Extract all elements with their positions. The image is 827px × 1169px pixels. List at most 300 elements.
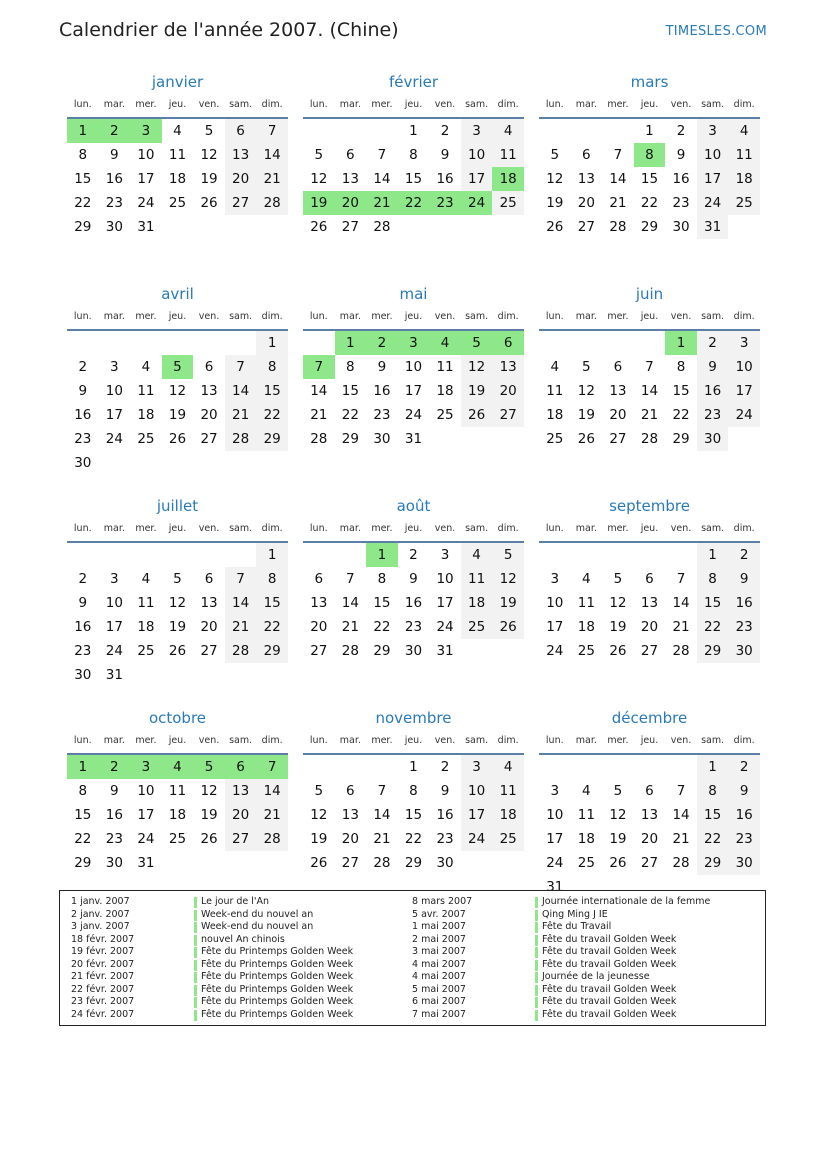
weekday-label: mar.	[575, 523, 597, 534]
weekday-label: dim.	[497, 523, 519, 534]
weekday-label: dim.	[733, 99, 755, 110]
day-cell: 19	[168, 407, 187, 423]
day-cell: 20	[492, 379, 524, 403]
holiday-marker	[194, 935, 197, 946]
day-cell: 28	[225, 639, 257, 663]
day-cell: 17	[105, 619, 123, 635]
holiday-day-cell: 1	[366, 543, 398, 567]
month-calendar	[303, 708, 524, 898]
day-cell: 22	[672, 407, 690, 423]
day-cell: 22	[404, 831, 423, 847]
day-cell: 28	[225, 427, 257, 451]
empty-cell	[634, 543, 666, 567]
day-cell: 23	[728, 615, 760, 639]
day-cell: 13	[200, 595, 218, 611]
day-cell: 30	[74, 455, 92, 471]
day-cell: 29	[404, 855, 423, 871]
day-cell: 24	[697, 191, 729, 215]
holiday-date: 5 mai 2007	[412, 983, 466, 995]
month-name: novembre	[375, 709, 452, 727]
day-cell: 26	[200, 195, 218, 211]
weekday-label: ven.	[198, 523, 220, 534]
day-cell: 28	[373, 855, 391, 871]
holiday-name: Fête du travail Golden Week	[542, 1008, 677, 1020]
day-cell: 31	[137, 219, 155, 235]
weekday-label: ven.	[670, 311, 692, 322]
weekday-label: jeu.	[404, 523, 423, 534]
day-cell: 27	[640, 643, 659, 659]
day-cell: 19	[609, 831, 627, 847]
day-cell: 20	[341, 831, 359, 847]
holiday-date: 19 févr. 2007	[71, 946, 135, 957]
day-cell: 4	[141, 359, 151, 375]
empty-cell	[634, 331, 666, 355]
empty-cell	[303, 543, 335, 567]
day-cell: 19	[609, 619, 627, 635]
weekday-label: ven.	[198, 311, 220, 322]
empty-cell	[665, 755, 697, 779]
day-cell: 18	[546, 407, 564, 423]
weekday-label: dim.	[733, 311, 755, 322]
day-cell: 21	[341, 619, 359, 635]
day-cell: 16	[74, 407, 92, 423]
month-days	[539, 755, 760, 899]
day-cell: 7	[676, 571, 686, 587]
weekday-label: jeu.	[640, 523, 659, 534]
day-cell: 26	[609, 643, 627, 659]
day-cell: 11	[137, 383, 155, 399]
holiday-marker	[535, 1010, 538, 1021]
day-cell: 25	[168, 195, 187, 211]
empty-cell	[366, 119, 398, 143]
day-cell: 26	[310, 219, 328, 235]
day-cell: 15	[672, 383, 690, 399]
weekday-label: sam.	[229, 735, 253, 746]
weekday-label: dim.	[733, 523, 755, 534]
day-cell: 4	[492, 755, 524, 779]
weekday-label: dim.	[261, 735, 283, 746]
day-cell: 23	[697, 403, 729, 427]
weekday-label: jeu.	[168, 99, 187, 110]
day-cell: 6	[225, 119, 257, 143]
empty-cell	[162, 543, 194, 567]
empty-cell	[130, 331, 162, 355]
day-cell: 27	[200, 643, 218, 659]
holiday-day-cell: 5	[461, 331, 493, 355]
day-cell: 11	[492, 779, 524, 803]
holiday-marker	[535, 960, 538, 971]
day-cell: 28	[672, 855, 690, 871]
day-cell: 21	[225, 403, 257, 427]
day-cell: 26	[168, 431, 187, 447]
day-cell: 17	[461, 167, 493, 191]
day-cell: 6	[346, 147, 355, 163]
day-cell: 14	[640, 383, 659, 399]
day-cell: 30	[105, 219, 123, 235]
day-cell: 19	[546, 195, 564, 211]
day-cell: 26	[492, 615, 524, 639]
day-cell: 2	[728, 543, 760, 567]
day-cell: 3	[440, 547, 450, 563]
day-cell: 27	[341, 219, 359, 235]
day-cell: 30	[697, 427, 729, 451]
day-cell: 29	[74, 855, 92, 871]
day-cell: 22	[256, 403, 288, 427]
day-cell: 2	[728, 755, 760, 779]
day-cell: 18	[436, 383, 454, 399]
day-cell: 10	[728, 355, 760, 379]
day-cell: 30	[728, 851, 760, 875]
day-cell: 26	[168, 643, 187, 659]
day-cell: 20	[609, 407, 627, 423]
day-cell: 14	[256, 779, 288, 803]
month-calendar	[67, 496, 288, 686]
day-cell: 4	[582, 783, 591, 799]
day-cell: 30	[74, 667, 92, 683]
day-cell: 7	[645, 359, 654, 375]
day-cell: 8	[377, 571, 387, 587]
day-cell: 20	[200, 407, 218, 423]
day-cell: 21	[609, 195, 627, 211]
day-cell: 17	[546, 831, 564, 847]
day-cell: 4	[173, 123, 182, 139]
day-cell: 8	[78, 783, 88, 799]
empty-cell	[303, 331, 335, 355]
weekday-label: mer.	[371, 735, 393, 746]
day-cell: 12	[200, 147, 218, 163]
day-cell: 18	[168, 807, 187, 823]
day-cell: 11	[168, 147, 187, 163]
weekday-label: mar.	[103, 523, 125, 534]
month-days	[539, 331, 760, 451]
weekday-label: lun.	[545, 311, 564, 322]
day-cell: 18	[728, 167, 760, 191]
weekday-label: lun.	[309, 523, 328, 534]
holiday-marker	[194, 1010, 197, 1021]
weekday-label: lun.	[73, 735, 92, 746]
day-cell: 27	[640, 855, 659, 871]
holiday-marker	[535, 985, 538, 996]
empty-cell	[539, 331, 571, 355]
weekday-label: ven.	[434, 523, 456, 534]
month-calendar	[539, 496, 760, 686]
holiday-date: 4 mai 2007	[412, 958, 466, 970]
day-cell: 23	[404, 619, 423, 635]
empty-cell	[539, 119, 571, 143]
month-days	[67, 331, 288, 475]
month-calendar	[67, 708, 288, 898]
holiday-marker	[194, 897, 197, 908]
day-cell: 5	[550, 147, 560, 163]
month-calendar	[539, 72, 760, 262]
weekday-header	[67, 305, 288, 331]
day-cell: 13	[640, 807, 659, 823]
month-calendar	[303, 72, 524, 262]
weekday-label: jeu.	[404, 735, 423, 746]
weekday-label: dim.	[497, 99, 519, 110]
day-cell: 6	[645, 571, 654, 587]
day-cell: 10	[461, 779, 493, 803]
day-cell: 15	[697, 803, 729, 827]
holiday-date: 3 janv. 2007	[71, 921, 130, 932]
month-name: mai	[399, 285, 428, 303]
day-cell: 3	[728, 331, 760, 355]
weekday-label: jeu.	[640, 99, 659, 110]
holiday-name: Week-end du nouvel an	[201, 921, 314, 932]
holiday-date: 21 févr. 2007	[71, 971, 135, 982]
day-cell: 10	[697, 143, 729, 167]
day-cell: 31	[137, 855, 155, 871]
weekday-label: mer.	[607, 523, 629, 534]
day-cell: 13	[341, 171, 359, 187]
holiday-marker	[194, 997, 197, 1008]
holiday-day-cell: 6	[225, 755, 257, 779]
day-cell: 28	[341, 643, 359, 659]
day-cell: 17	[461, 803, 493, 827]
month-calendar	[67, 284, 288, 474]
holiday-day-cell: 1	[665, 331, 697, 355]
holiday-date: 8 mars 2007	[412, 896, 473, 907]
day-cell: 17	[697, 167, 729, 191]
day-cell: 10	[546, 807, 564, 823]
day-cell: 7	[225, 567, 257, 591]
weekday-label: sam.	[701, 311, 725, 322]
holiday-day-cell: 24	[461, 191, 493, 215]
day-cell: 29	[672, 431, 690, 447]
day-cell: 3	[110, 571, 119, 587]
brand-link[interactable]: TIMESLES.COM	[665, 24, 767, 39]
day-cell: 11	[492, 143, 524, 167]
day-cell: 12	[461, 355, 493, 379]
weekday-label: mar.	[575, 735, 597, 746]
month-calendar	[303, 284, 524, 474]
weekday-label: jeu.	[404, 311, 423, 322]
day-cell: 31	[404, 431, 423, 447]
holiday-marker	[194, 960, 197, 971]
weekday-label: lun.	[545, 99, 564, 110]
day-cell: 2	[676, 123, 686, 139]
weekday-header	[539, 305, 760, 331]
day-cell: 20	[225, 167, 257, 191]
day-cell: 10	[404, 359, 423, 375]
day-cell: 22	[256, 615, 288, 639]
day-cell: 12	[310, 171, 328, 187]
day-cell: 5	[492, 543, 524, 567]
weekday-label: ven.	[670, 99, 692, 110]
day-cell: 25	[137, 643, 155, 659]
weekday-header	[67, 729, 288, 755]
day-cell: 9	[728, 567, 760, 591]
weekday-label: lun.	[545, 735, 564, 746]
month-name: août	[396, 497, 431, 515]
weekday-label: dim.	[261, 99, 283, 110]
day-cell: 8	[256, 567, 288, 591]
weekday-label: jeu.	[404, 99, 423, 110]
day-cell: 6	[204, 359, 214, 375]
holiday-name: nouvel An chinois	[201, 933, 285, 945]
holiday-date: 1 janv. 2007	[71, 896, 130, 907]
weekday-label: dim.	[497, 735, 519, 746]
day-cell: 10	[436, 571, 454, 587]
day-cell: 3	[697, 119, 729, 143]
weekday-label: mer.	[135, 99, 157, 110]
months-grid	[67, 72, 760, 920]
weekday-label: lun.	[545, 523, 564, 534]
weekday-header	[539, 517, 760, 543]
day-cell: 23	[105, 195, 123, 211]
day-cell: 6	[613, 359, 623, 375]
holiday-name: Fête du travail Golden Week	[542, 946, 677, 957]
day-cell: 1	[697, 543, 729, 567]
empty-cell	[602, 119, 634, 143]
empty-cell	[303, 119, 335, 143]
holiday-day-cell: 20	[335, 191, 367, 215]
day-cell: 17	[728, 379, 760, 403]
day-cell: 12	[577, 383, 595, 399]
weekday-label: lun.	[309, 311, 328, 322]
day-cell: 8	[78, 147, 88, 163]
holiday-day-cell: 21	[366, 191, 398, 215]
weekday-header	[303, 729, 524, 755]
weekday-label: lun.	[73, 523, 92, 534]
day-cell: 10	[137, 783, 155, 799]
weekday-label: lun.	[73, 311, 92, 322]
holiday-date: 18 févr. 2007	[71, 933, 135, 945]
day-cell: 15	[697, 591, 729, 615]
day-cell: 15	[74, 171, 92, 187]
day-cell: 16	[74, 619, 92, 635]
holiday-marker	[194, 972, 197, 983]
day-cell: 24	[404, 407, 423, 423]
weekday-label: dim.	[733, 735, 755, 746]
day-cell: 1	[256, 331, 288, 355]
day-cell: 15	[373, 595, 391, 611]
day-cell: 8	[409, 147, 418, 163]
holiday-name: Fête du travail Golden Week	[542, 933, 677, 945]
day-cell: 12	[492, 567, 524, 591]
empty-cell	[225, 331, 257, 355]
weekday-label: ven.	[198, 99, 220, 110]
day-cell: 12	[609, 807, 627, 823]
day-cell: 16	[404, 595, 423, 611]
weekday-label: mer.	[371, 99, 393, 110]
day-cell: 22	[341, 407, 359, 423]
day-cell: 1	[409, 123, 418, 139]
empty-cell	[571, 331, 603, 355]
day-cell: 28	[373, 219, 391, 235]
empty-cell	[539, 543, 571, 567]
weekday-label: mar.	[339, 99, 361, 110]
weekday-label: mar.	[103, 311, 125, 322]
day-cell: 22	[640, 195, 659, 211]
day-cell: 16	[728, 803, 760, 827]
holiday-name: Journée internationale de la femme	[542, 896, 711, 907]
weekday-label: jeu.	[168, 735, 187, 746]
weekday-label: lun.	[309, 735, 328, 746]
weekday-label: jeu.	[640, 735, 659, 746]
day-cell: 28	[672, 643, 690, 659]
day-cell: 12	[609, 595, 627, 611]
day-cell: 24	[137, 831, 155, 847]
month-days	[67, 543, 288, 687]
weekday-label: mer.	[135, 523, 157, 534]
empty-cell	[665, 543, 697, 567]
day-cell: 9	[676, 147, 686, 163]
weekday-label: mer.	[135, 735, 157, 746]
empty-cell	[335, 543, 367, 567]
day-cell: 29	[256, 427, 288, 451]
day-cell: 3	[461, 119, 493, 143]
day-cell: 14	[373, 807, 391, 823]
day-cell: 24	[436, 619, 454, 635]
holiday-day-cell: 4	[429, 331, 461, 355]
day-cell: 9	[409, 571, 418, 587]
day-cell: 27	[609, 431, 627, 447]
weekday-label: mar.	[575, 311, 597, 322]
day-cell: 10	[137, 147, 155, 163]
day-cell: 30	[436, 855, 454, 871]
holiday-day-cell: 6	[492, 331, 524, 355]
weekday-label: mer.	[135, 311, 157, 322]
weekday-label: mer.	[371, 311, 393, 322]
day-cell: 17	[105, 407, 123, 423]
day-cell: 5	[314, 147, 324, 163]
day-cell: 27	[341, 855, 359, 871]
weekday-label: mar.	[575, 99, 597, 110]
day-cell: 9	[110, 147, 119, 163]
day-cell: 23	[105, 831, 123, 847]
day-cell: 9	[440, 783, 450, 799]
month-days	[67, 119, 288, 239]
empty-cell	[335, 755, 367, 779]
day-cell: 29	[74, 219, 92, 235]
weekday-label: mer.	[371, 523, 393, 534]
empty-cell	[99, 331, 131, 355]
day-cell: 3	[550, 783, 560, 799]
month-name: juillet	[156, 497, 199, 515]
day-cell: 18	[577, 619, 595, 635]
month-days	[539, 119, 760, 239]
day-cell: 16	[436, 171, 454, 187]
day-cell: 8	[256, 355, 288, 379]
day-cell: 25	[577, 855, 595, 871]
day-cell: 3	[110, 359, 119, 375]
day-cell: 26	[546, 219, 564, 235]
month-days	[539, 543, 760, 663]
day-cell: 24	[461, 827, 493, 851]
day-cell: 11	[577, 595, 595, 611]
month-calendar	[539, 708, 760, 898]
empty-cell	[130, 543, 162, 567]
day-cell: 22	[697, 827, 729, 851]
weekday-header	[67, 517, 288, 543]
holiday-name: Fête du travail Golden Week	[542, 983, 677, 995]
day-cell: 31	[105, 667, 123, 683]
day-cell: 22	[697, 615, 729, 639]
day-cell: 16	[373, 383, 391, 399]
day-cell: 12	[546, 171, 564, 187]
day-cell: 7	[225, 355, 257, 379]
weekday-label: ven.	[670, 523, 692, 534]
day-cell: 5	[582, 359, 591, 375]
day-cell: 5	[204, 123, 214, 139]
weekday-label: mar.	[103, 735, 125, 746]
holiday-date: 7 mai 2007	[412, 1008, 466, 1020]
empty-cell	[571, 755, 603, 779]
day-cell: 27	[225, 827, 257, 851]
day-cell: 26	[310, 855, 328, 871]
day-cell: 20	[640, 619, 659, 635]
